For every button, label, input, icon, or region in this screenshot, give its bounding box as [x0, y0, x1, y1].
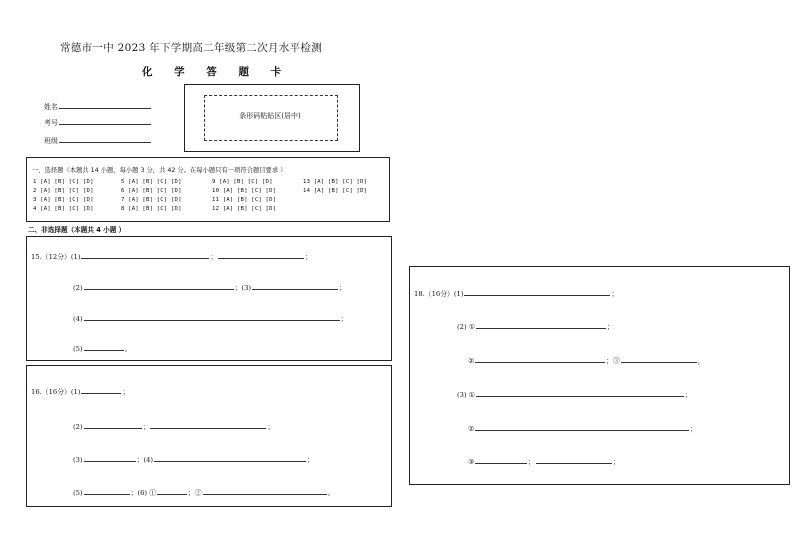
q16-6-2-blank[interactable] [203, 487, 327, 495]
class-blank[interactable] [59, 135, 151, 143]
exam-no-blank[interactable] [59, 117, 151, 125]
choice-q11[interactable]: 11 [A] [B] [C] [D] [212, 197, 277, 203]
q18-line5: ② ； [468, 425, 697, 433]
choice-q2[interactable]: 2 [A] [B] [C] [D] [33, 188, 94, 194]
q15-1-blank-b[interactable] [218, 251, 304, 259]
class-label: 班级 [44, 137, 58, 145]
q15-line1: 15.（12分）(1) ； ； [31, 253, 313, 261]
name-label: 姓名 [44, 103, 58, 111]
choice-q8[interactable]: 8 [A] [B] [C] [D] [121, 206, 182, 212]
name-field[interactable] [44, 101, 151, 112]
q16-5-blank[interactable] [84, 487, 130, 495]
q16-line3: (3) ；(4) ； [73, 456, 314, 464]
choice-section-title: 一、选择题（本题共 14 小题，每小题 3 分，共 42 分。在每小题只有一项符合题目要求 ） [32, 167, 287, 174]
q18-3-1-blank[interactable] [476, 389, 684, 397]
exam-no-field[interactable] [44, 117, 151, 128]
q18-line1: 18.（16分）(1) ； [414, 290, 619, 298]
q16-line1: 16.（16分）(1) ； [31, 388, 130, 396]
q18-1-blank[interactable] [464, 288, 610, 296]
q16-line4: (5) ；(6) ① ；② 。 [73, 489, 335, 497]
q15-line3: (4) ； [73, 315, 348, 323]
choice-q9[interactable]: 9 [A] [B] [C] [D] [212, 179, 273, 185]
q16-4-blank[interactable] [154, 454, 306, 462]
choice-q6[interactable]: 6 [A] [B] [C] [D] [121, 188, 182, 194]
q15-3-blank[interactable] [252, 282, 338, 290]
name-blank[interactable] [59, 101, 151, 109]
q15-line2: (2) ；(3) ； [73, 284, 346, 292]
q18-2-2-blank[interactable] [475, 355, 605, 363]
choice-q4[interactable]: 4 [A] [B] [C] [D] [33, 206, 94, 212]
q18-line6: ③ ； ； [468, 458, 620, 466]
choice-q14[interactable]: 14 [A] [B] [C] [D] [303, 188, 368, 194]
q16-2-blank-b[interactable] [150, 421, 266, 429]
choice-q10[interactable]: 10 [A] [B] [C] [D] [212, 188, 277, 194]
q15-line4: (5) 。 [73, 345, 132, 353]
q16-line2: (2) ； ； [73, 423, 275, 431]
choice-q3[interactable]: 3 [A] [B] [C] [D] [33, 197, 94, 203]
q16-2-blank-a[interactable] [84, 421, 142, 429]
q15-2-blank[interactable] [84, 282, 234, 290]
q18-line3: ② ；③ ， [468, 357, 705, 365]
choice-q5[interactable]: 5 [A] [B] [C] [D] [121, 179, 182, 185]
exam-no-label: 考号 [44, 119, 58, 127]
q16-6-1-blank[interactable] [157, 487, 187, 495]
q15-1-blank-a[interactable] [81, 251, 209, 259]
page-title: 常德市一中 2023 年下学期高二年级第二次月水平检测 [60, 42, 322, 54]
q15-4-blank[interactable] [84, 313, 340, 321]
q16-1-blank[interactable] [81, 386, 121, 394]
q18-answer-box [409, 266, 790, 485]
q18-3-3-blank-a[interactable] [475, 456, 527, 464]
q18-2-3-blank[interactable] [621, 355, 697, 363]
barcode-label: 条形码粘贴区(居中) [239, 112, 301, 120]
choice-q7[interactable]: 7 [A] [B] [C] [D] [121, 197, 182, 203]
q16-3-blank[interactable] [84, 454, 136, 462]
q15-5-blank[interactable] [84, 343, 124, 351]
q18-line2: (2) ① ； [457, 323, 614, 331]
q18-3-2-blank[interactable] [475, 423, 689, 431]
choice-q1[interactable]: 1 [A] [B] [C] [D] [33, 179, 94, 185]
non-choice-section-title: 二、非选择题（本题共 4 小题 ） [28, 226, 126, 234]
page-subtitle: 化 学 答 题 卡 [142, 66, 291, 78]
q18-3-3-blank-b[interactable] [536, 456, 612, 464]
q18-2-1-blank[interactable] [476, 321, 606, 329]
q18-line4: (3) ① ； [457, 391, 692, 399]
choice-q13[interactable]: 13 [A] [B] [C] [D] [303, 179, 368, 185]
choice-q12[interactable]: 12 [A] [B] [C] [D] [212, 206, 277, 212]
class-field[interactable] [44, 135, 151, 146]
